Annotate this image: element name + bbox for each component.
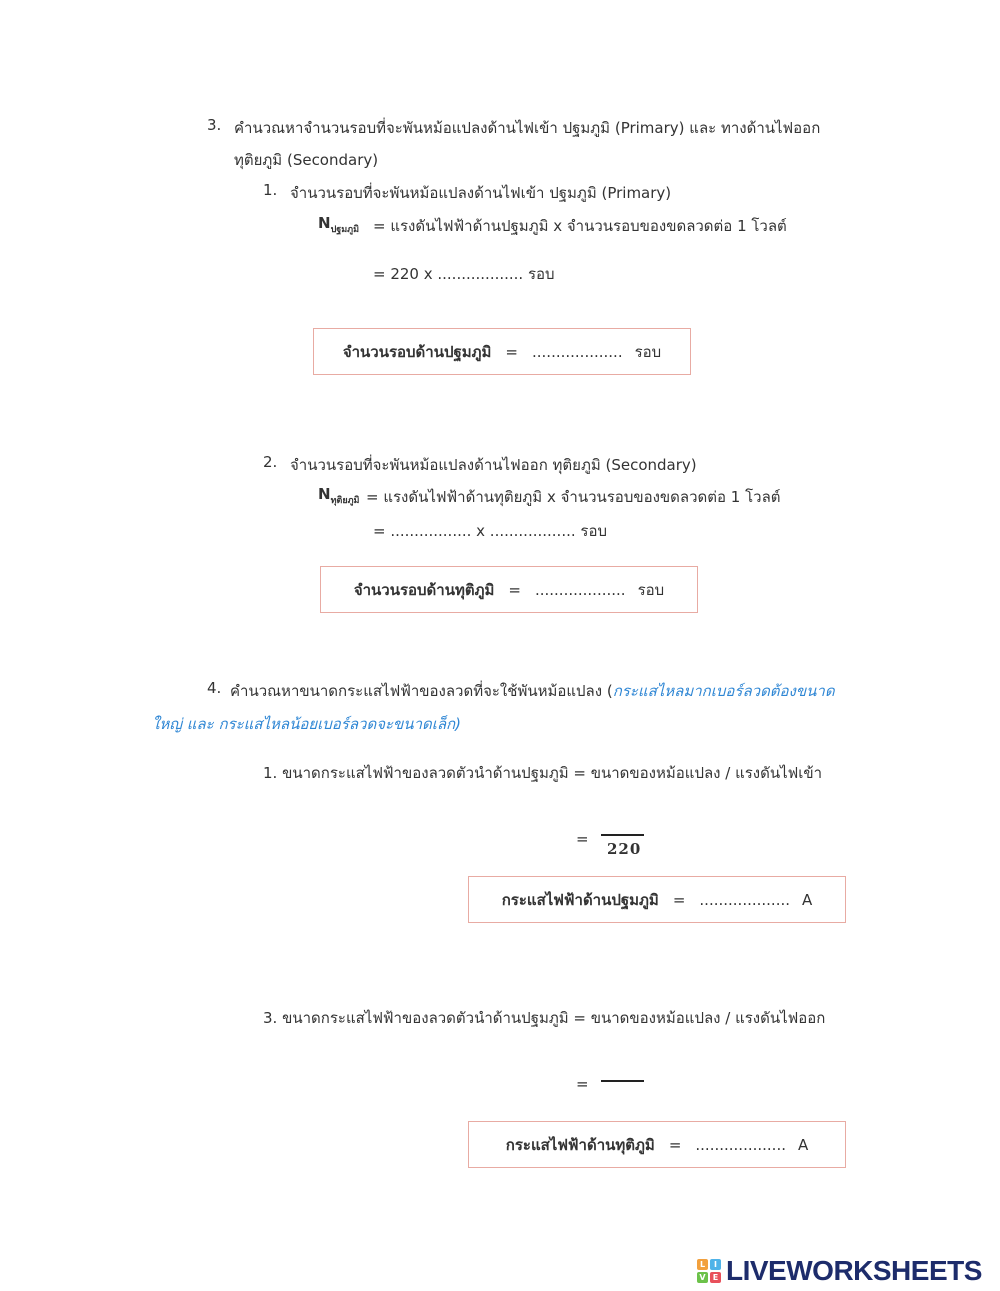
n-secondary-symbol: $N_{ทุติยภูมิ}$ <box>318 485 360 506</box>
logo-square-v: V <box>697 1272 708 1283</box>
item3-text: 3. ขนาดกระแสไฟฟ้าของลวดตัวนำด้านปฐมภูมิ = ขนาดของหม้อแปลง / แรงดันไฟออก <box>263 1009 826 1027</box>
primary-turns-unit: รอบ <box>634 342 662 361</box>
section-4-number: 4. <box>207 679 222 697</box>
section-3-number: 3. <box>207 116 222 134</box>
logo-square-l: L <box>697 1259 708 1270</box>
logo-square-i: I <box>710 1259 721 1270</box>
secondary-current-answer-box[interactable] <box>468 1121 846 1168</box>
sub2-calc: = ................. x .................. รอบ <box>373 522 607 540</box>
secondary-turns-label: จำนวนรอบด้านทุติภูมิ <box>353 580 495 599</box>
primary-current-unit: A <box>802 890 813 909</box>
secondary-turns-blank[interactable]: ................... <box>534 580 626 599</box>
section-4-title: คำนวณหาขนาดกระแสไฟฟ้าของลวดที่จะใช้พันหม้อแปลง (กระแสไหลมากเบอร์ลวดต้องขนาด <box>230 682 835 700</box>
secondary-current-unit: A <box>797 1135 809 1154</box>
primary-current-eq: = <box>672 890 686 909</box>
primary-turns-label: จำนวนรอบด้านปฐมภูมิ <box>342 342 492 361</box>
section-4-close-paren: ) <box>455 715 461 733</box>
logo-square-e: E <box>710 1272 721 1283</box>
section-4-note-line2: ใหญ่ และ กระแสไหลน้อยเบอร์ลวดจะขนาดเล็ก <box>152 715 456 733</box>
section-4-note-line2-wrap <box>152 712 461 736</box>
item1-denominator: 220 <box>607 840 642 858</box>
section-3-title-line2: ทุติยภูมิ (Secondary) <box>234 151 379 169</box>
section-3-title-line1: คำนวณหาจำนวนรอบที่จะพันหม้อแปลงด้านไฟเข้า ปฐมภูมิ (Primary) และ ทางด้านไฟออก <box>234 119 821 137</box>
liveworksheets-logo-icon <box>697 1259 721 1283</box>
sub1-title: จำนวนรอบที่จะพันหม้อแปลงด้านไฟเข้า ปฐมภูมิ (Primary) <box>290 184 672 202</box>
n-primary-symbol: $N_{ปฐมภูมิ}$ <box>318 214 360 235</box>
n-secondary-subscript: ทุติยภูมิ <box>330 496 360 506</box>
secondary-turns-eq: = <box>508 580 521 599</box>
item3-eq: = <box>576 1075 589 1093</box>
n-primary-subscript: ปฐมภูมิ <box>330 225 360 235</box>
secondary-turns-answer-box[interactable] <box>320 566 698 613</box>
primary-turns-blank[interactable]: ................... <box>532 342 623 361</box>
item1-fraction-bar[interactable] <box>601 834 644 836</box>
liveworksheets-logo <box>697 1255 982 1287</box>
item1-text: 1. ขนาดกระแสไฟฟ้าของลวดตัวนำด้านปฐมภูมิ = ขนาดของหม้อแปลง / แรงดันไฟเข้า <box>263 764 823 782</box>
primary-current-label: กระแสไฟฟ้าด้านปฐมภูมิ <box>501 890 659 909</box>
primary-current-answer-box[interactable] <box>468 876 846 923</box>
secondary-current-blank[interactable]: ................... <box>695 1135 786 1154</box>
secondary-turns-unit: รอบ <box>637 580 665 599</box>
sub1-number: 1. <box>263 181 278 199</box>
liveworksheets-logo-text: LIVEWORKSHEETS <box>726 1255 982 1286</box>
sub1-formula: = แรงดันไฟฟ้าด้านปฐมภูมิ x จำนวนรอบของขดลวดต่อ 1 โวลต์ <box>373 217 787 235</box>
sub2-title: จำนวนรอบที่จะพันหม้อแปลงด้านไฟออก ทุติยภูมิ (Secondary) <box>290 456 697 474</box>
primary-turns-eq: = <box>505 342 518 361</box>
section-4-note-line1: กระแสไหลมากเบอร์ลวดต้องขนาด <box>612 682 835 700</box>
item3-fraction-bar[interactable] <box>601 1080 644 1082</box>
sub2-formula: = แรงดันไฟฟ้าด้านทุติยภูมิ x จำนวนรอบของขดลวดต่อ 1 โวลต์ <box>366 488 781 506</box>
secondary-current-eq: = <box>668 1135 682 1154</box>
secondary-current-label: กระแสไฟฟ้าด้านทุติภูมิ <box>505 1135 655 1154</box>
primary-turns-answer-box[interactable] <box>313 328 691 375</box>
sub2-number: 2. <box>263 453 278 471</box>
item1-eq: = <box>576 830 589 848</box>
sub1-calc: = 220 x .................. รอบ <box>373 265 555 283</box>
primary-current-blank[interactable]: ................... <box>699 890 790 909</box>
